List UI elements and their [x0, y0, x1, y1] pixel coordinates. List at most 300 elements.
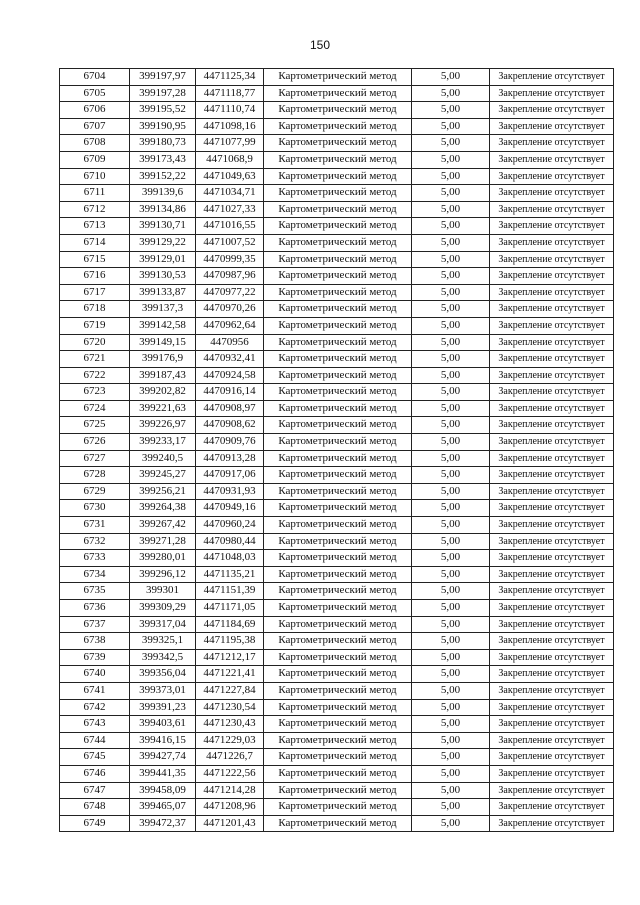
- point-number-cell: 6707: [60, 118, 130, 135]
- x-coordinate-cell: 399202,82: [130, 384, 196, 401]
- point-number-cell: 6721: [60, 351, 130, 368]
- x-coordinate-cell: 399264,38: [130, 500, 196, 517]
- table-row: [60, 450, 614, 467]
- accuracy-cell: 5,00: [412, 301, 490, 318]
- method-cell: Картометрический метод: [264, 118, 412, 135]
- y-coordinate-cell: 4471195,38: [196, 633, 264, 650]
- method-cell: Картометрический метод: [264, 351, 412, 368]
- point-number-cell: 6726: [60, 434, 130, 451]
- method-cell: Картометрический метод: [264, 301, 412, 318]
- accuracy-cell: 5,00: [412, 135, 490, 152]
- method-cell: Картометрический метод: [264, 815, 412, 832]
- y-coordinate-cell: 4470987,96: [196, 268, 264, 285]
- method-cell: Картометрический метод: [264, 749, 412, 766]
- point-number-cell: 6718: [60, 301, 130, 318]
- accuracy-cell: 5,00: [412, 201, 490, 218]
- accuracy-cell: 5,00: [412, 351, 490, 368]
- table-row: [60, 201, 614, 218]
- method-cell: Картометрический метод: [264, 334, 412, 351]
- table-row: [60, 799, 614, 816]
- method-cell: Картометрический метод: [264, 201, 412, 218]
- y-coordinate-cell: 4471222,56: [196, 765, 264, 782]
- accuracy-cell: 5,00: [412, 284, 490, 301]
- accuracy-cell: 5,00: [412, 799, 490, 816]
- point-number-cell: 6731: [60, 517, 130, 534]
- fixing-description-cell: Закрепление отсутствует: [490, 483, 614, 500]
- method-cell: Картометрический метод: [264, 517, 412, 534]
- table-row: [60, 135, 614, 152]
- point-number-cell: 6729: [60, 483, 130, 500]
- x-coordinate-cell: 399240,5: [130, 450, 196, 467]
- x-coordinate-cell: 399267,42: [130, 517, 196, 534]
- method-cell: Картометрический метод: [264, 151, 412, 168]
- table-row: [60, 334, 614, 351]
- point-number-cell: 6744: [60, 732, 130, 749]
- accuracy-cell: 5,00: [412, 467, 490, 484]
- y-coordinate-cell: 4471221,41: [196, 666, 264, 683]
- accuracy-cell: 5,00: [412, 583, 490, 600]
- x-coordinate-cell: 399130,53: [130, 268, 196, 285]
- accuracy-cell: 5,00: [412, 732, 490, 749]
- fixing-description-cell: Закрепление отсутствует: [490, 633, 614, 650]
- x-coordinate-cell: 399129,01: [130, 251, 196, 268]
- accuracy-cell: 5,00: [412, 666, 490, 683]
- x-coordinate-cell: 399317,04: [130, 616, 196, 633]
- accuracy-cell: 5,00: [412, 417, 490, 434]
- y-coordinate-cell: 4471110,74: [196, 102, 264, 119]
- method-cell: Картометрический метод: [264, 185, 412, 202]
- y-coordinate-cell: 4471208,96: [196, 799, 264, 816]
- method-cell: Картометрический метод: [264, 168, 412, 185]
- method-cell: Картометрический метод: [264, 633, 412, 650]
- x-coordinate-cell: 399472,37: [130, 815, 196, 832]
- table-row: [60, 550, 614, 567]
- point-number-cell: 6741: [60, 682, 130, 699]
- accuracy-cell: 5,00: [412, 268, 490, 285]
- y-coordinate-cell: 4470999,35: [196, 251, 264, 268]
- accuracy-cell: 5,00: [412, 483, 490, 500]
- y-coordinate-cell: 4470960,24: [196, 517, 264, 534]
- x-coordinate-cell: 399342,5: [130, 649, 196, 666]
- y-coordinate-cell: 4471027,33: [196, 201, 264, 218]
- x-coordinate-cell: 399152,22: [130, 168, 196, 185]
- point-number-cell: 6722: [60, 367, 130, 384]
- fixing-description-cell: Закрепление отсутствует: [490, 301, 614, 318]
- x-coordinate-cell: 399180,73: [130, 135, 196, 152]
- table-row: [60, 69, 614, 86]
- x-coordinate-cell: 399195,52: [130, 102, 196, 119]
- table-row: [60, 732, 614, 749]
- table-row: [60, 151, 614, 168]
- accuracy-cell: 5,00: [412, 85, 490, 102]
- method-cell: Картометрический метод: [264, 782, 412, 799]
- y-coordinate-cell: 4470917,06: [196, 467, 264, 484]
- method-cell: Картометрический метод: [264, 716, 412, 733]
- point-number-cell: 6711: [60, 185, 130, 202]
- fixing-description-cell: Закрепление отсутствует: [490, 317, 614, 334]
- table-row: [60, 699, 614, 716]
- accuracy-cell: 5,00: [412, 218, 490, 235]
- method-cell: Картометрический метод: [264, 682, 412, 699]
- fixing-description-cell: Закрепление отсутствует: [490, 151, 614, 168]
- fixing-description-cell: Закрепление отсутствует: [490, 799, 614, 816]
- x-coordinate-cell: 399325,1: [130, 633, 196, 650]
- method-cell: Картометрический метод: [264, 799, 412, 816]
- x-coordinate-cell: 399190,95: [130, 118, 196, 135]
- fixing-description-cell: Закрепление отсутствует: [490, 765, 614, 782]
- point-number-cell: 6736: [60, 600, 130, 617]
- fixing-description-cell: Закрепление отсутствует: [490, 367, 614, 384]
- method-cell: Картометрический метод: [264, 765, 412, 782]
- table-row: [60, 118, 614, 135]
- table-row: [60, 351, 614, 368]
- x-coordinate-cell: 399391,23: [130, 699, 196, 716]
- point-number-cell: 6749: [60, 815, 130, 832]
- accuracy-cell: 5,00: [412, 633, 490, 650]
- table-row: [60, 815, 614, 832]
- x-coordinate-cell: 399441,35: [130, 765, 196, 782]
- x-coordinate-cell: 399221,63: [130, 400, 196, 417]
- method-cell: Картометрический метод: [264, 732, 412, 749]
- fixing-description-cell: Закрепление отсутствует: [490, 682, 614, 699]
- fixing-description-cell: Закрепление отсутствует: [490, 533, 614, 550]
- method-cell: Картометрический метод: [264, 649, 412, 666]
- x-coordinate-cell: 399233,17: [130, 434, 196, 451]
- table-row: [60, 168, 614, 185]
- point-number-cell: 6720: [60, 334, 130, 351]
- point-number-cell: 6708: [60, 135, 130, 152]
- y-coordinate-cell: 4470956: [196, 334, 264, 351]
- x-coordinate-cell: 399309,29: [130, 600, 196, 617]
- y-coordinate-cell: 4470908,97: [196, 400, 264, 417]
- y-coordinate-cell: 4471229,03: [196, 732, 264, 749]
- accuracy-cell: 5,00: [412, 765, 490, 782]
- method-cell: Картометрический метод: [264, 566, 412, 583]
- accuracy-cell: 5,00: [412, 616, 490, 633]
- method-cell: Картометрический метод: [264, 666, 412, 683]
- point-number-cell: 6743: [60, 716, 130, 733]
- fixing-description-cell: Закрепление отсутствует: [490, 699, 614, 716]
- accuracy-cell: 5,00: [412, 517, 490, 534]
- x-coordinate-cell: 399133,87: [130, 284, 196, 301]
- x-coordinate-cell: 399256,21: [130, 483, 196, 500]
- accuracy-cell: 5,00: [412, 317, 490, 334]
- accuracy-cell: 5,00: [412, 251, 490, 268]
- method-cell: Картометрический метод: [264, 600, 412, 617]
- fixing-description-cell: Закрепление отсутствует: [490, 517, 614, 534]
- table-row: [60, 483, 614, 500]
- y-coordinate-cell: 4471034,71: [196, 185, 264, 202]
- point-number-cell: 6714: [60, 234, 130, 251]
- y-coordinate-cell: 4471184,69: [196, 616, 264, 633]
- x-coordinate-cell: 399187,43: [130, 367, 196, 384]
- fixing-description-cell: Закрепление отсутствует: [490, 467, 614, 484]
- table-row: [60, 367, 614, 384]
- fixing-description-cell: Закрепление отсутствует: [490, 102, 614, 119]
- fixing-description-cell: Закрепление отсутствует: [490, 118, 614, 135]
- y-coordinate-cell: 4471077,99: [196, 135, 264, 152]
- method-cell: Картометрический метод: [264, 102, 412, 119]
- table-row: [60, 566, 614, 583]
- accuracy-cell: 5,00: [412, 782, 490, 799]
- y-coordinate-cell: 4471226,7: [196, 749, 264, 766]
- x-coordinate-cell: 399280,01: [130, 550, 196, 567]
- y-coordinate-cell: 4471214,28: [196, 782, 264, 799]
- x-coordinate-cell: 399149,15: [130, 334, 196, 351]
- accuracy-cell: 5,00: [412, 118, 490, 135]
- point-number-cell: 6727: [60, 450, 130, 467]
- x-coordinate-cell: 399226,97: [130, 417, 196, 434]
- table-row: [60, 467, 614, 484]
- y-coordinate-cell: 4471212,17: [196, 649, 264, 666]
- x-coordinate-cell: 399130,71: [130, 218, 196, 235]
- y-coordinate-cell: 4471227,84: [196, 682, 264, 699]
- fixing-description-cell: Закрепление отсутствует: [490, 450, 614, 467]
- y-coordinate-cell: 4470970,26: [196, 301, 264, 318]
- method-cell: Картометрический метод: [264, 268, 412, 285]
- table-row: [60, 583, 614, 600]
- point-number-cell: 6715: [60, 251, 130, 268]
- table-row: [60, 400, 614, 417]
- table-row: [60, 749, 614, 766]
- x-coordinate-cell: 399129,22: [130, 234, 196, 251]
- y-coordinate-cell: 4470932,41: [196, 351, 264, 368]
- x-coordinate-cell: 399139,6: [130, 185, 196, 202]
- fixing-description-cell: Закрепление отсутствует: [490, 649, 614, 666]
- y-coordinate-cell: 4471118,77: [196, 85, 264, 102]
- table-row: [60, 765, 614, 782]
- y-coordinate-cell: 4471230,54: [196, 699, 264, 716]
- y-coordinate-cell: 4471201,43: [196, 815, 264, 832]
- method-cell: Картометрический метод: [264, 533, 412, 550]
- point-number-cell: 6748: [60, 799, 130, 816]
- x-coordinate-cell: 399465,07: [130, 799, 196, 816]
- fixing-description-cell: Закрепление отсутствует: [490, 185, 614, 202]
- fixing-description-cell: Закрепление отсутствует: [490, 500, 614, 517]
- y-coordinate-cell: 4470916,14: [196, 384, 264, 401]
- table-row: [60, 85, 614, 102]
- accuracy-cell: 5,00: [412, 600, 490, 617]
- method-cell: Картометрический метод: [264, 450, 412, 467]
- y-coordinate-cell: 4470931,93: [196, 483, 264, 500]
- method-cell: Картометрический метод: [264, 434, 412, 451]
- table-row: [60, 284, 614, 301]
- table-row: [60, 533, 614, 550]
- y-coordinate-cell: 4471151,39: [196, 583, 264, 600]
- y-coordinate-cell: 4471049,63: [196, 168, 264, 185]
- table-row: [60, 434, 614, 451]
- point-number-cell: 6719: [60, 317, 130, 334]
- table-row: [60, 782, 614, 799]
- point-number-cell: 6739: [60, 649, 130, 666]
- accuracy-cell: 5,00: [412, 815, 490, 832]
- accuracy-cell: 5,00: [412, 151, 490, 168]
- table-row: [60, 234, 614, 251]
- point-number-cell: 6735: [60, 583, 130, 600]
- method-cell: Картометрический метод: [264, 467, 412, 484]
- y-coordinate-cell: 4471007,52: [196, 234, 264, 251]
- point-number-cell: 6733: [60, 550, 130, 567]
- fixing-description-cell: Закрепление отсутствует: [490, 583, 614, 600]
- x-coordinate-cell: 399173,43: [130, 151, 196, 168]
- fixing-description-cell: Закрепление отсутствует: [490, 284, 614, 301]
- y-coordinate-cell: 4470924,58: [196, 367, 264, 384]
- fixing-description-cell: Закрепление отсутствует: [490, 85, 614, 102]
- y-coordinate-cell: 4471125,34: [196, 69, 264, 86]
- method-cell: Картометрический метод: [264, 218, 412, 235]
- method-cell: Картометрический метод: [264, 85, 412, 102]
- point-number-cell: 6747: [60, 782, 130, 799]
- point-number-cell: 6740: [60, 666, 130, 683]
- point-number-cell: 6716: [60, 268, 130, 285]
- table-row: [60, 600, 614, 617]
- y-coordinate-cell: 4471016,55: [196, 218, 264, 235]
- method-cell: Картометрический метод: [264, 583, 412, 600]
- x-coordinate-cell: 399197,97: [130, 69, 196, 86]
- page-number: 150: [309, 38, 331, 52]
- fixing-description-cell: Закрепление отсутствует: [490, 201, 614, 218]
- table-row: [60, 185, 614, 202]
- table-row: [60, 649, 614, 666]
- accuracy-cell: 5,00: [412, 716, 490, 733]
- accuracy-cell: 5,00: [412, 566, 490, 583]
- accuracy-cell: 5,00: [412, 649, 490, 666]
- accuracy-cell: 5,00: [412, 168, 490, 185]
- accuracy-cell: 5,00: [412, 400, 490, 417]
- fixing-description-cell: Закрепление отсутствует: [490, 434, 614, 451]
- table-row: [60, 616, 614, 633]
- accuracy-cell: 5,00: [412, 550, 490, 567]
- coordinates-table-body: [60, 69, 614, 832]
- y-coordinate-cell: 4471135,21: [196, 566, 264, 583]
- table-row: [60, 268, 614, 285]
- point-number-cell: 6737: [60, 616, 130, 633]
- fixing-description-cell: Закрепление отсутствует: [490, 417, 614, 434]
- accuracy-cell: 5,00: [412, 234, 490, 251]
- fixing-description-cell: Закрепление отсутствует: [490, 69, 614, 86]
- y-coordinate-cell: 4470949,16: [196, 500, 264, 517]
- x-coordinate-cell: 399427,74: [130, 749, 196, 766]
- table-row: [60, 517, 614, 534]
- accuracy-cell: 5,00: [412, 384, 490, 401]
- accuracy-cell: 5,00: [412, 434, 490, 451]
- table-row: [60, 633, 614, 650]
- point-number-cell: 6742: [60, 699, 130, 716]
- y-coordinate-cell: 4471048,03: [196, 550, 264, 567]
- y-coordinate-cell: 4470909,76: [196, 434, 264, 451]
- accuracy-cell: 5,00: [412, 102, 490, 119]
- y-coordinate-cell: 4470980,44: [196, 533, 264, 550]
- point-number-cell: 6724: [60, 400, 130, 417]
- accuracy-cell: 5,00: [412, 749, 490, 766]
- table-row: [60, 500, 614, 517]
- point-number-cell: 6706: [60, 102, 130, 119]
- x-coordinate-cell: 399142,58: [130, 317, 196, 334]
- table-row: [60, 317, 614, 334]
- coordinates-table: [59, 68, 614, 832]
- fixing-description-cell: Закрепление отсутствует: [490, 749, 614, 766]
- fixing-description-cell: Закрепление отсутствует: [490, 716, 614, 733]
- y-coordinate-cell: 4471171,05: [196, 600, 264, 617]
- method-cell: Картометрический метод: [264, 384, 412, 401]
- fixing-description-cell: Закрепление отсутствует: [490, 616, 614, 633]
- point-number-cell: 6713: [60, 218, 130, 235]
- point-number-cell: 6734: [60, 566, 130, 583]
- fixing-description-cell: Закрепление отсутствует: [490, 782, 614, 799]
- y-coordinate-cell: 4470908,62: [196, 417, 264, 434]
- table-row: [60, 666, 614, 683]
- fixing-description-cell: Закрепление отсутствует: [490, 168, 614, 185]
- x-coordinate-cell: 399373,01: [130, 682, 196, 699]
- fixing-description-cell: Закрепление отсутствует: [490, 550, 614, 567]
- point-number-cell: 6732: [60, 533, 130, 550]
- accuracy-cell: 5,00: [412, 334, 490, 351]
- point-number-cell: 6738: [60, 633, 130, 650]
- point-number-cell: 6745: [60, 749, 130, 766]
- table-row: [60, 251, 614, 268]
- point-number-cell: 6728: [60, 467, 130, 484]
- x-coordinate-cell: 399458,09: [130, 782, 196, 799]
- table-row: [60, 102, 614, 119]
- x-coordinate-cell: 399176,9: [130, 351, 196, 368]
- fixing-description-cell: Закрепление отсутствует: [490, 732, 614, 749]
- x-coordinate-cell: 399296,12: [130, 566, 196, 583]
- accuracy-cell: 5,00: [412, 450, 490, 467]
- fixing-description-cell: Закрепление отсутствует: [490, 268, 614, 285]
- method-cell: Картометрический метод: [264, 483, 412, 500]
- fixing-description-cell: Закрепление отсутствует: [490, 351, 614, 368]
- method-cell: Картометрический метод: [264, 367, 412, 384]
- fixing-description-cell: Закрепление отсутствует: [490, 566, 614, 583]
- point-number-cell: 6709: [60, 151, 130, 168]
- x-coordinate-cell: 399137,3: [130, 301, 196, 318]
- fixing-description-cell: Закрепление отсутствует: [490, 666, 614, 683]
- method-cell: Картометрический метод: [264, 69, 412, 86]
- x-coordinate-cell: 399403,61: [130, 716, 196, 733]
- y-coordinate-cell: 4470913,28: [196, 450, 264, 467]
- fixing-description-cell: Закрепление отсутствует: [490, 815, 614, 832]
- method-cell: Картометрический метод: [264, 699, 412, 716]
- method-cell: Картометрический метод: [264, 251, 412, 268]
- point-number-cell: 6712: [60, 201, 130, 218]
- fixing-description-cell: Закрепление отсутствует: [490, 384, 614, 401]
- method-cell: Картометрический метод: [264, 550, 412, 567]
- point-number-cell: 6725: [60, 417, 130, 434]
- x-coordinate-cell: 399356,04: [130, 666, 196, 683]
- y-coordinate-cell: 4471068,9: [196, 151, 264, 168]
- point-number-cell: 6723: [60, 384, 130, 401]
- accuracy-cell: 5,00: [412, 69, 490, 86]
- fixing-description-cell: Закрепление отсутствует: [490, 400, 614, 417]
- method-cell: Картометрический метод: [264, 284, 412, 301]
- point-number-cell: 6710: [60, 168, 130, 185]
- table-row: [60, 682, 614, 699]
- method-cell: Картометрический метод: [264, 500, 412, 517]
- accuracy-cell: 5,00: [412, 185, 490, 202]
- accuracy-cell: 5,00: [412, 500, 490, 517]
- point-number-cell: 6746: [60, 765, 130, 782]
- x-coordinate-cell: 399197,28: [130, 85, 196, 102]
- x-coordinate-cell: 399416,15: [130, 732, 196, 749]
- point-number-cell: 6705: [60, 85, 130, 102]
- x-coordinate-cell: 399245,27: [130, 467, 196, 484]
- method-cell: Картометрический метод: [264, 317, 412, 334]
- fixing-description-cell: Закрепление отсутствует: [490, 218, 614, 235]
- table-row: [60, 218, 614, 235]
- table-row: [60, 301, 614, 318]
- point-number-cell: 6704: [60, 69, 130, 86]
- table-row: [60, 417, 614, 434]
